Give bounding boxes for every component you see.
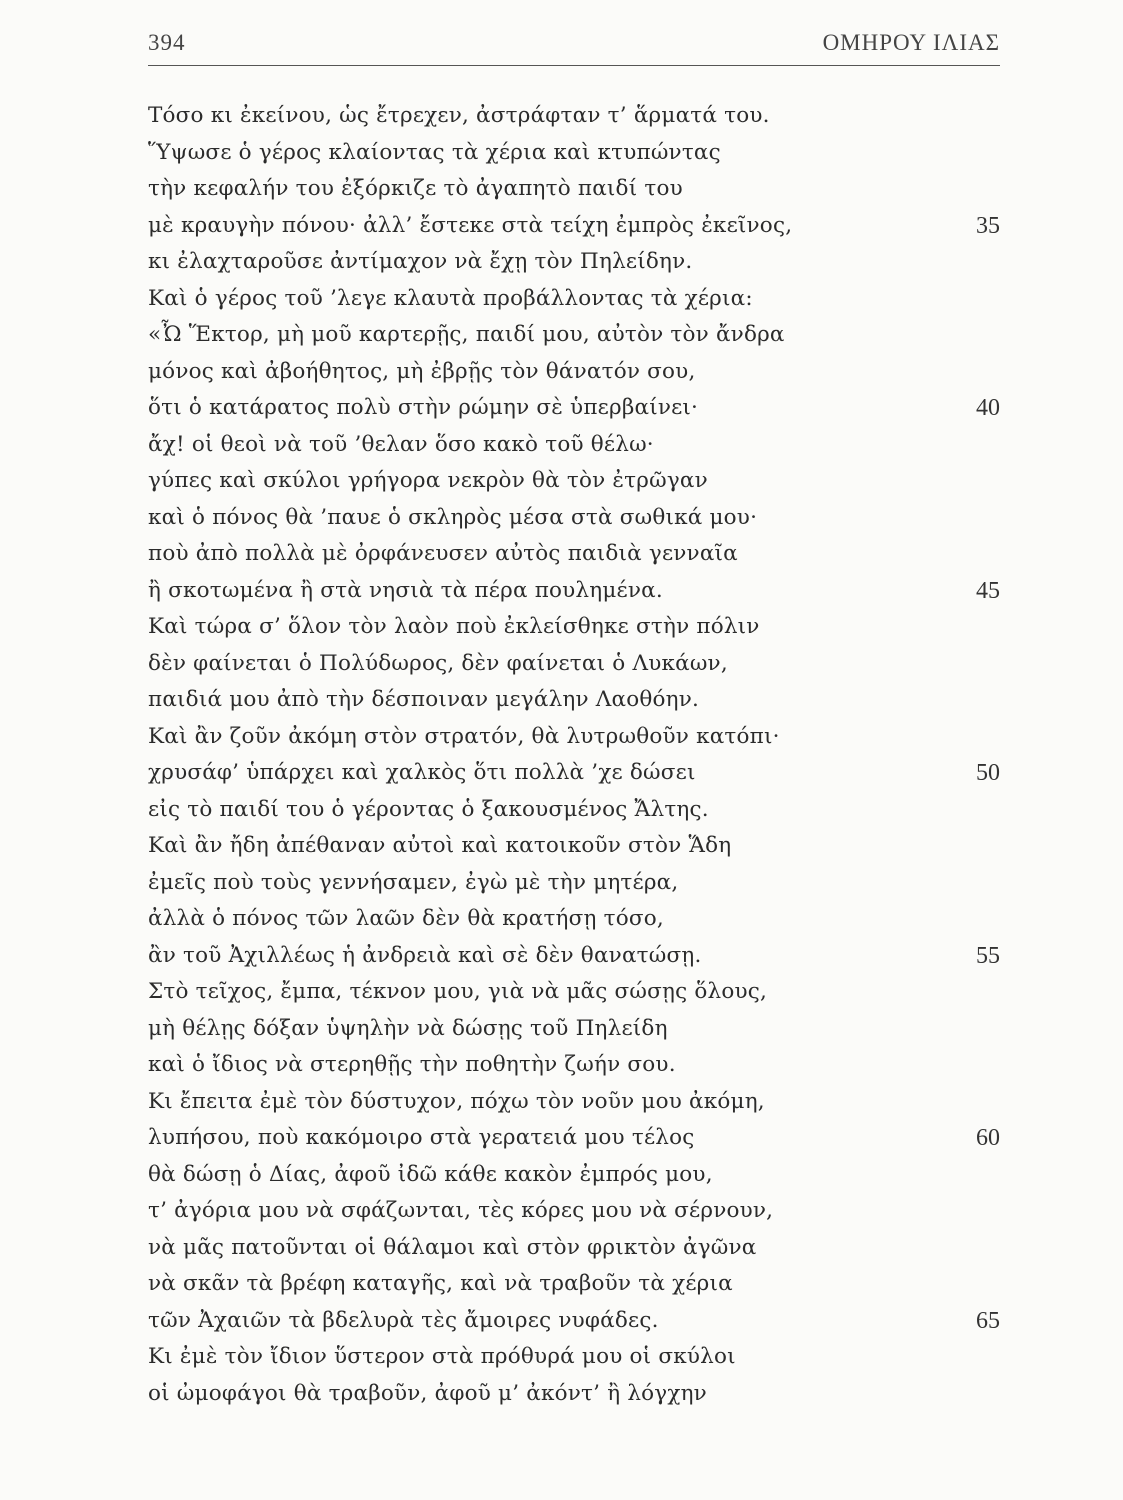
line-number: 50: [976, 760, 1000, 786]
verse-line: [148, 865, 1000, 902]
verse-line-text: ἢ σκοτωμένα ἢ στὰ νησιὰ τὰ πέρα πουλημένα.: [148, 577, 663, 603]
line-number: 40: [976, 395, 1000, 421]
verse-line: [148, 792, 1000, 829]
verse-line-text: ἂν τοῦ Ἀχιλλέως ἡ ἀνδρειὰ καὶ σὲ δὲν θανατώσῃ.: [148, 942, 702, 968]
verse-line: [148, 1303, 1000, 1340]
verse-line-text: θὰ δώσῃ ὁ Δίας, ἀφοῦ ἰδῶ κάθε κακὸν ἐμπρός μου,: [148, 1161, 713, 1187]
line-number: 60: [976, 1125, 1000, 1151]
verse-line-text: δὲν φαίνεται ὁ Πολύδωρος, δὲν φαίνεται ὁ Λυκάων,: [148, 650, 728, 676]
verse-line: [148, 1011, 1000, 1048]
poem-text: [148, 98, 1000, 1412]
verse-line-text: οἱ ὠμοφάγοι θὰ τραβοῦν, ἀφοῦ μ’ ἀκόντ’ ἢ λόγχην: [148, 1380, 707, 1406]
verse-line-text: Καὶ ἂν ζοῦν ἀκόμη στὸν στρατόν, θὰ λυτρωθοῦν κατόπι·: [148, 723, 780, 749]
verse-line: [148, 938, 1000, 975]
verse-line-text: τ’ ἀγόρια μου νὰ σφάζωνται, τὲς κόρες μου νὰ σέρνουν,: [148, 1198, 774, 1223]
verse-line: [148, 573, 1000, 610]
line-number: 65: [976, 1307, 1000, 1334]
verse-line-text: γύπες καὶ σκύλοι γρήγορα νεκρὸν θὰ τὸν ἐτρῶγαν: [148, 468, 708, 493]
verse-line-text: μὲ κραυγὴν πόνου· ἀλλ’ ἔστεκε στὰ τείχη ἐμπρὸς ἐκεῖνος,: [148, 212, 793, 238]
verse-line-text: τῶν Ἀχαιῶν τὰ βδελυρὰ τὲς ἄμοιρες νυφάδες.: [148, 1307, 659, 1333]
verse-line: [148, 1230, 1000, 1267]
verse-line-text: κι ἐλαχταροῦσε ἀντίμαχον νὰ ἔχῃ τὸν Πηλείδην.: [148, 249, 693, 274]
line-number: 35: [976, 212, 1000, 239]
verse-line: [148, 901, 1000, 938]
verse-line: [148, 463, 1000, 500]
verse-line: [148, 1084, 1000, 1121]
verse-line: [148, 208, 1000, 245]
verse-line-text: Ὕψωσε ὁ γέρος κλαίοντας τὰ χέρια καὶ κτυπώντας: [148, 139, 721, 165]
verse-line: [148, 1047, 1000, 1084]
line-number: 55: [976, 942, 1000, 969]
verse-line-text: νὰ μᾶς πατοῦνται οἱ θάλαμοι καὶ στὸν φρικτὸν ἀγῶνα: [148, 1234, 757, 1260]
verse-line-text: λυπήσου, ποὺ κακόμοιρο στὰ γερατειά μου τέλος: [148, 1125, 695, 1150]
verse-line-text: Τόσο κι ἐκείνου, ὡς ἔτρεχεν, ἀστράφταν τ’ ἅρματά του.: [148, 103, 770, 128]
verse-line: [148, 354, 1000, 391]
verse-line: [148, 1266, 1000, 1303]
verse-line: [148, 98, 1000, 135]
verse-line: [148, 609, 1000, 646]
verse-line: [148, 390, 1000, 427]
line-number: 45: [976, 577, 1000, 604]
verse-line: [148, 427, 1000, 464]
verse-line: [148, 171, 1000, 208]
verse-line: [148, 244, 1000, 281]
verse-line: [148, 719, 1000, 756]
verse-line-text: τὴν κεφαλήν του ἐξόρκιζε τὸ ἀγαπητὸ παιδί του: [148, 176, 683, 201]
verse-line-text: Καὶ ὁ γέρος τοῦ ’λεγε κλαυτὰ προβάλλοντας τὰ χέρια:: [148, 285, 753, 311]
verse-line: [148, 1120, 1000, 1157]
header-rule: [148, 65, 1000, 66]
verse-line-text: μὴ θέλῃς δόξαν ὑψηλὴν νὰ δώσῃς τοῦ Πηλείδη: [148, 1015, 668, 1041]
verse-line: [148, 646, 1000, 683]
verse-line: [148, 536, 1000, 573]
verse-line-text: ποὺ ἀπὸ πολλὰ μὲ ὀρφάνευσεν αὐτὸς παιδιὰ γενναῖα: [148, 541, 738, 566]
verse-line-text: εἰς τὸ παιδί του ὁ γέροντας ὁ ξακουσμένος Ἄλτης.: [148, 796, 709, 822]
verse-line-text: καὶ ὁ ἴδιος νὰ στερηθῇς τὴν ποθητὴν ζωήν σου.: [148, 1052, 676, 1077]
verse-line-text: ἄχ! οἱ θεοὶ νὰ τοῦ ’θελαν ὅσο κακὸ τοῦ θέλω·: [148, 431, 654, 457]
verse-line-text: Καὶ ἂν ἤδη ἀπέθαναν αὐτοὶ καὶ κατοικοῦν στὸν Ἅδη: [148, 833, 732, 858]
verse-line: [148, 1193, 1000, 1230]
verse-line-text: Κι ἔπειτα ἐμὲ τὸν δύστυχον, πόχω τὸν νοῦν μου ἀκόμη,: [148, 1088, 765, 1114]
verse-line-text: ὅτι ὁ κατάρατος πολὺ στὴν ρώμην σὲ ὑπερβαίνει·: [148, 395, 699, 420]
verse-line-text: παιδιά μου ἀπὸ τὴν δέσποιναν μεγάλην Λαοθόην.: [148, 687, 700, 712]
verse-line-text: ἀλλὰ ὁ πόνος τῶν λαῶν δὲν θὰ κρατήσῃ τόσο,: [148, 906, 664, 931]
verse-line: [148, 1339, 1000, 1376]
verse-line: [148, 755, 1000, 792]
verse-line-text: «Ὦ Ἕκτορ, μὴ μοῦ καρτερῇς, παιδί μου, αὐτὸν τὸν ἄνδρα: [148, 322, 785, 347]
verse-line: [148, 500, 1000, 537]
verse-line: [148, 828, 1000, 865]
verse-line: [148, 1157, 1000, 1194]
verse-line: [148, 1376, 1000, 1413]
verse-line: [148, 317, 1000, 354]
verse-line-text: νὰ σκᾶν τὰ βρέφη καταγῆς, καὶ νὰ τραβοῦν τὰ χέρια: [148, 1271, 733, 1296]
verse-line: [148, 682, 1000, 719]
verse-line-text: ἐμεῖς ποὺ τοὺς γεννήσαμεν, ἐγὼ μὲ τὴν μητέρα,: [148, 869, 679, 895]
running-title: ΟΜΗΡΟΥ ΙΛΙΑΣ: [822, 30, 1000, 55]
verse-line-text: μόνος καὶ ἀβοήθητος, μὴ ἐβρῇς τὸν θάνατόν σου,: [148, 358, 696, 384]
page-header: [148, 30, 1000, 64]
verse-line-text: καὶ ὁ πόνος θὰ ’παυε ὁ σκληρὸς μέσα στὰ σωθικά μου·: [148, 504, 758, 530]
page-number: 394: [148, 30, 186, 55]
verse-line: [148, 974, 1000, 1011]
verse-line: [148, 281, 1000, 318]
verse-line-text: χρυσάφ’ ὑπάρχει καὶ χαλκὸς ὅτι πολλὰ ’χε δώσει: [148, 760, 696, 785]
verse-line-text: Καὶ τώρα σ’ ὅλον τὸν λαὸν ποὺ ἐκλείσθηκε στὴν πόλιν: [148, 614, 760, 639]
verse-line: [148, 135, 1000, 172]
verse-line-text: Στὸ τεῖχος, ἔμπα, τέκνον μου, γιὰ νὰ μᾶς σώσῃς ὅλους,: [148, 979, 768, 1004]
verse-line-text: Κι ἐμὲ τὸν ἴδιον ὕστερον στὰ πρόθυρά μου οἱ σκύλοι: [148, 1344, 736, 1369]
